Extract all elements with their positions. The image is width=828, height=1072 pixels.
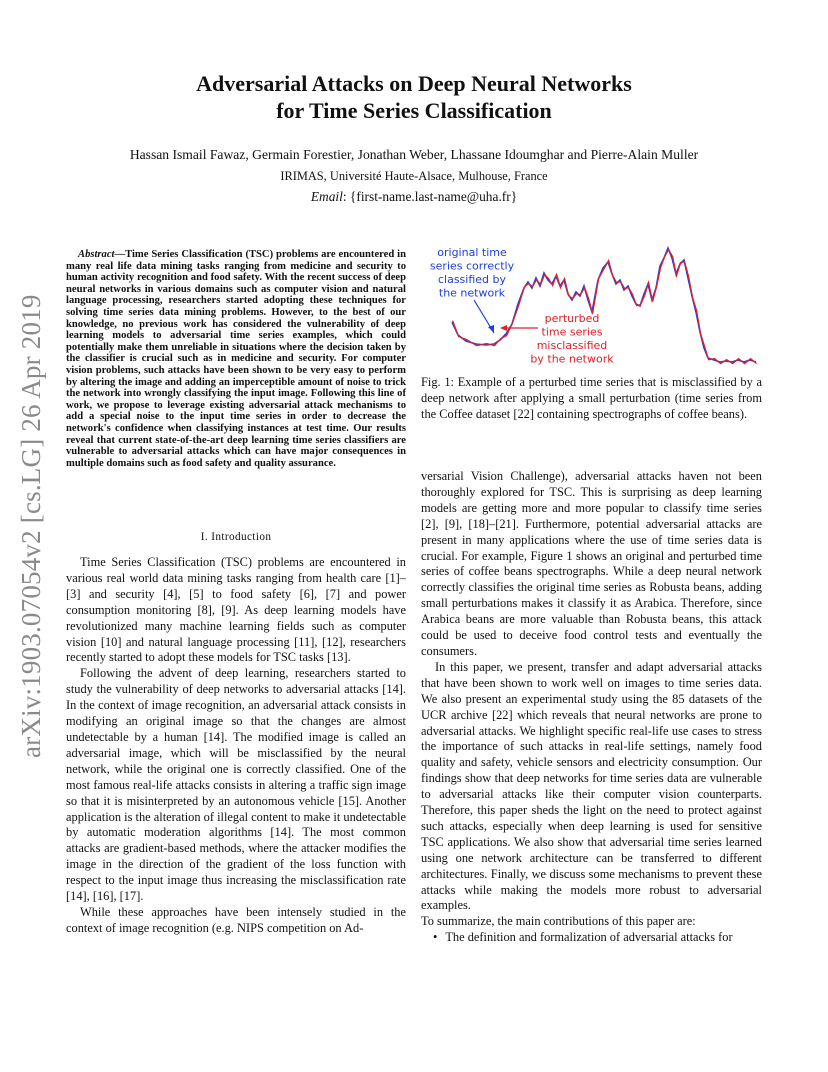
- email-line: [0, 188, 828, 206]
- right-paragraph-2: In this paper, we present, transfer and adapt adversarial attacks that have been shown to work well on images to time series data. We also present an experimental study using the 85 datasets of the UCR archive [22] which reveals that neural networks are prone to adversarial attacks. We highlight specific real-life use cases to stress the importance of such attacks in real-life settings, namely food quality and safety, vehicle sensors and electricity consumption. Our findings show that deep networks for time series data are vulnerable to adversarial attacks like their computer vision counterparts. Therefore, this paper sheds the light on the need to protect against such attacks, especially when deep learning is used for sensitive TSC applications. We also show that adversarial time series learned using one network architecture can be transferred to different architectures. Finally, we discuss some mechanisms to prevent these attacks while making the models more robust to adversarial examples.: [421, 659, 762, 913]
- affiliation: IRIMAS, Université Haute-Alsace, Mulhouse, France: [280, 169, 548, 183]
- figure-1-plot: [428, 240, 768, 372]
- figure-1-caption: Fig. 1: Example of a perturbed time series that is misclassified by a deep network after applying a small perturbation (time series from the Coffee dataset [22] containing spectrographs of coffee beans).: [421, 375, 762, 421]
- email-label: Email: [310, 189, 343, 204]
- annotation-original: [430, 246, 515, 300]
- arxiv-sidebar: [5, 263, 55, 758]
- annotation-original-line-1: original time: [437, 246, 507, 259]
- arxiv-identifier: arXiv:1903.07054v2 [cs.LG] 26 Apr 2019: [16, 294, 46, 758]
- abstract-text: —Time Series Classification (TSC) problems are encountered in many real life data mining tasks ranging from medicine and security to human activity recognition and food safety. With the recent success of deep neural networks in various domains such as computer vision and natural language processing, researchers started adopting these techniques for solving time series data mining problems. However, to the best of our knowledge, no previous work has considered the vulnerability of deep learning models to adversarial time series examples, which could potentially make them unreliable in situations where the decision taken by the classifier is crucial such as in medicine and security. For computer vision problems, such attacks have been shown to be very easy to perform by altering the image and adding an imperceptible amount of noise to trick the network into wrongly classifying the input image. Following this line of work, we propose to leverage existing adversarial attack mechanisms to add a special noise to the input time series in order to decrease the network's confidence when classifying instances at test time. Our results reveal that current state-of-the-art deep learning time series classifiers are vulnerable to adversarial attacks which can have major consequences in multiple domains such as food safety and quality assurance.: [66, 249, 406, 469]
- left-column: [66, 555, 406, 937]
- intro-paragraph-2: Following the advent of deep learning, researchers started to study the vulnerability of deep networks to adversarial attacks [14]. In the context of image recognition, an adversarial attack consists in modifying an original image so that the changes are almost undetectable by a human [14]. The modified image is called an adversarial image, which will be misclassified by the neural network, while the original one is correctly classified. One of the most famous real-life attacks consists in altering a traffic sign image so that it is misinterpreted by an autonomous vehicle [15]. Another application is the alteration of illegal content to make it undetectable by automatic moderation algorithms [14]. The most common attacks are gradient-based methods, where the attacker modifies the image in the direction of the gradient of the loss function with respect to the input image thus increasing the misclassification rate [14], [16], [17].: [66, 666, 406, 904]
- annotation-perturbed-line-1: perturbed: [544, 312, 600, 325]
- contributions-intro: To summarize, the main contributions of this paper are:: [421, 914, 696, 929]
- annotation-original-line-4: the network: [438, 286, 506, 300]
- annotation-original-line-2: series correctly: [429, 259, 515, 273]
- arrowhead-original: [488, 325, 494, 333]
- authors: Hassan Ismail Fawaz, Germain Forestier, Jonathan Weber, Lhassane Idoumghar and Pierre-Alain Muller: [129, 147, 699, 162]
- annotation-perturbed-line-3: misclassified: [536, 339, 608, 352]
- right-paragraph-1: versarial Vision Challenge), adversarial attacks haven not been thoroughly explored for TSC. This is surprising as deep learning models are getting more and more popular to classify time series [2], [9], [18]–[21]. Furthermore, potential adversarial attacks are present in many applications where the use of time series data is crucial. For example, Figure 1 shows an original and perturbed time series of coffee beans spectrographs. While a deep neural network correctly classifies the original time series as Robusta beans, adding small perturbations makes it classify it as Arabica. Therefore, since Arabica beans are more valuable than Robusta beans, this attack could be used to deceive food control tests and eventually the consumers.: [421, 469, 762, 658]
- contribution-text-1: The definition and formalization of adversarial attacks for: [445, 930, 733, 945]
- annotation-original-line-3: classified by: [437, 273, 507, 286]
- bullet-marker: •: [433, 930, 438, 945]
- right-column: [421, 469, 762, 946]
- title-line-2: for Time Series Classification: [276, 98, 552, 123]
- arrowhead-perturbed: [500, 325, 507, 331]
- title-line-1: Adversarial Attacks on Deep Neural Networks: [196, 71, 632, 96]
- abstract-label: Abstract: [78, 249, 115, 260]
- annotation-perturbed-line-2: time series: [541, 325, 603, 339]
- annotation-perturbed: [530, 312, 614, 366]
- intro-paragraph-1: Time Series Classification (TSC) problems are encountered in various real world data mining tasks ranging from health care [1]–[3] and security [4], [5] to food safety [6], [7] and power consumption monitoring [8], [9]. As deep learning models have revolutionized many machine learning fields such as computer vision [10] and natural language processing [11], [12], researchers recently started to adopt these models for TSC tasks [13].: [66, 555, 406, 665]
- section-heading-introduction: I. Introduction: [200, 531, 272, 543]
- intro-paragraph-3: While these approaches have been intensely studied in the context of image recognition (e.g. NIPS competition on Ad-: [66, 904, 406, 935]
- annotation-perturbed-line-4: by the network: [530, 352, 614, 366]
- paper-title: [0, 70, 828, 124]
- email-value: : {first-name.last-name@uha.fr}: [342, 189, 518, 204]
- abstract: [66, 249, 406, 469]
- contribution-item-1: [421, 930, 762, 946]
